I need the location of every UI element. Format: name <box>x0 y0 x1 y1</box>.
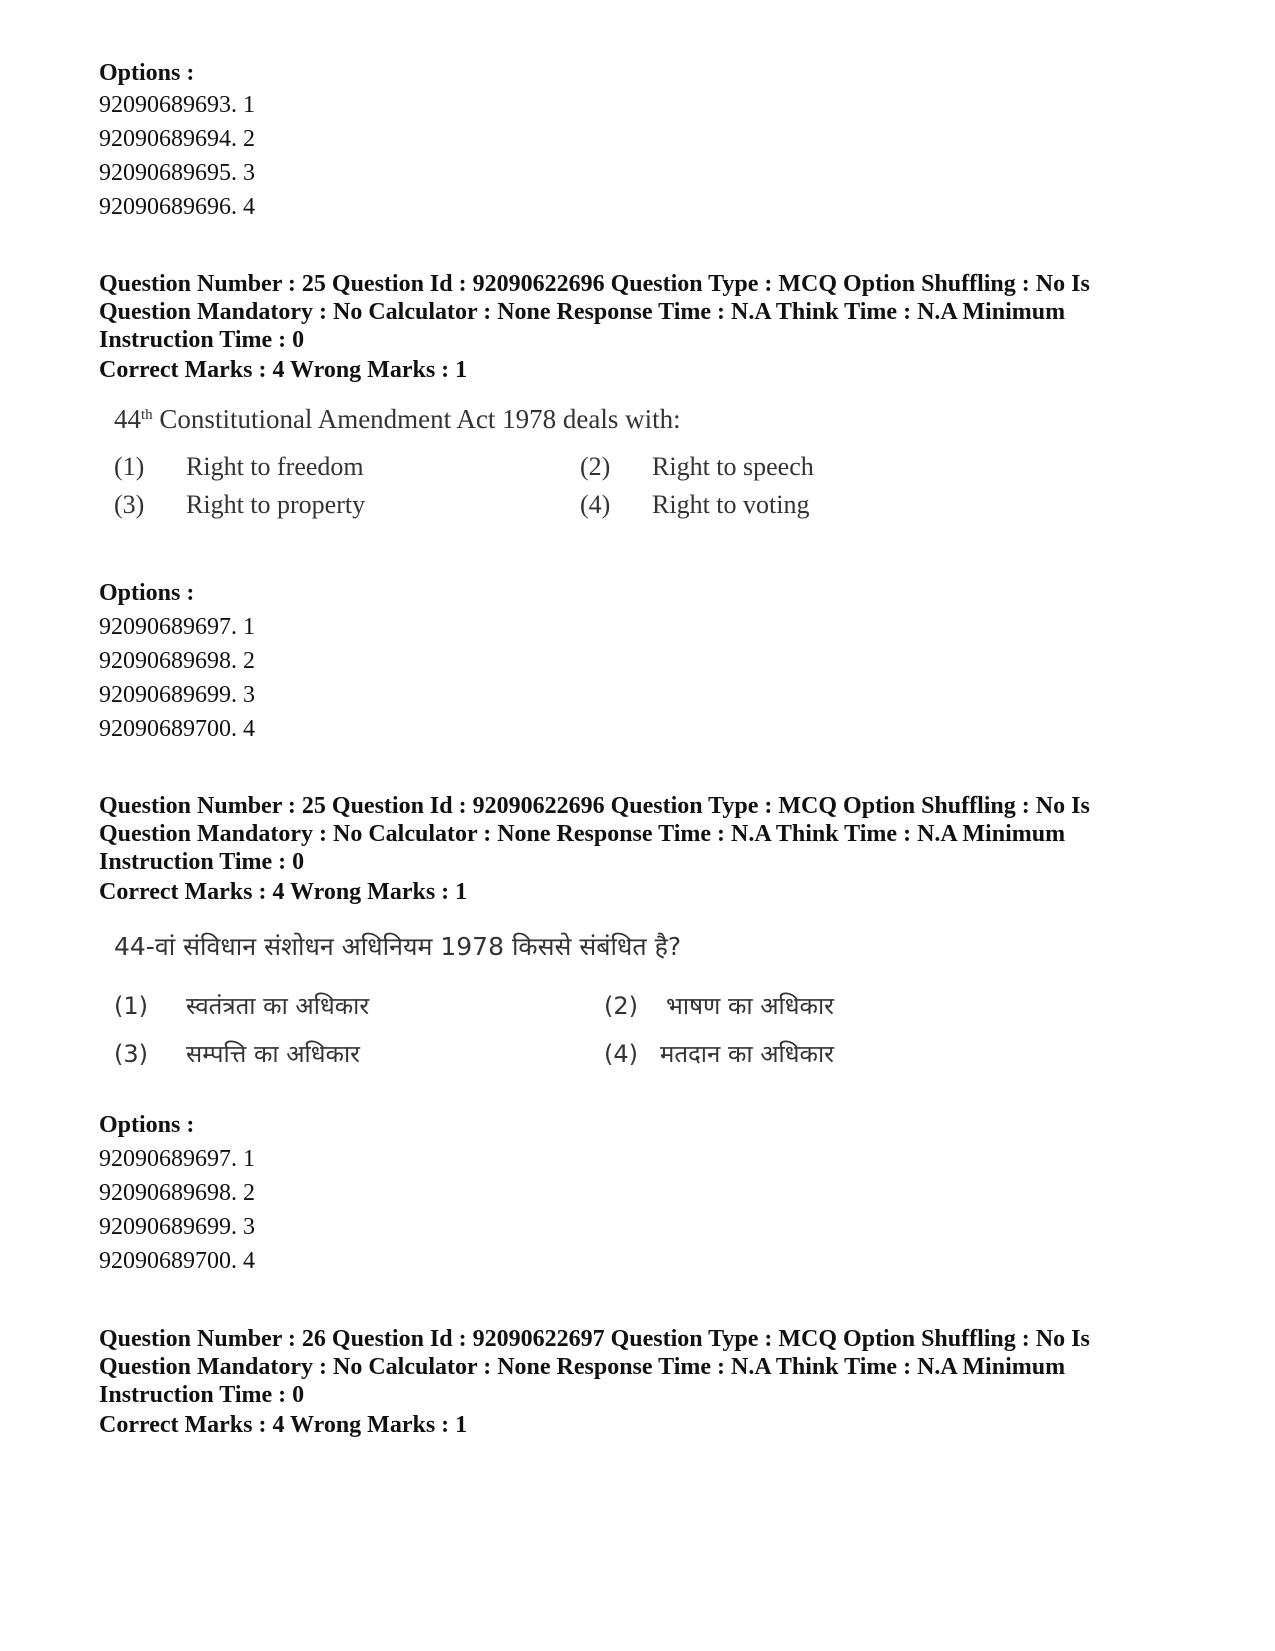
question-meta-line: Question Mandatory : No Calculator : None Response Time : N.A Think Time : N.A Minimum <box>99 1354 1066 1380</box>
choice-4 <box>580 490 809 520</box>
choice-3 <box>114 1037 360 1070</box>
question-image <box>114 929 874 1079</box>
option-line: 92090689696. 4 <box>99 194 255 220</box>
choice-number: (4) <box>580 490 611 519</box>
options-list <box>99 1142 255 1278</box>
choice-text: Right to freedom <box>186 452 364 481</box>
option-line: 92090689693. 1 <box>99 92 255 118</box>
choice-number: (3) <box>114 1040 148 1068</box>
question-meta-line: Instruction Time : 0 <box>99 1382 305 1408</box>
options-label: Options : <box>99 60 195 86</box>
choice-2 <box>604 989 834 1022</box>
choice-number: (3) <box>114 490 145 519</box>
options-label: Options : <box>99 580 195 606</box>
options-label: Options : <box>99 1112 195 1138</box>
choice-3 <box>114 490 365 520</box>
choice-number: (2) <box>604 992 638 1020</box>
choice-text: Right to property <box>186 490 366 519</box>
choice-2 <box>580 452 814 482</box>
question-stem <box>114 404 681 435</box>
marks-line: Correct Marks : 4 Wrong Marks : 1 <box>99 357 468 383</box>
question-meta <box>99 1325 1179 1409</box>
stem-superscript: th <box>141 407 153 423</box>
option-line: 92090689698. 2 <box>99 1180 255 1206</box>
choice-1 <box>114 452 364 482</box>
option-line: 92090689698. 2 <box>99 648 255 674</box>
choice-number: (2) <box>580 452 611 481</box>
question-meta-line: Question Number : 26 Question Id : 92090622697 Question Type : MCQ Option Shuffling : No Is <box>99 1326 1090 1352</box>
option-line: 92090689694. 2 <box>99 126 255 152</box>
options-list <box>99 610 255 746</box>
choice-text: Right to voting <box>652 490 810 519</box>
question-image <box>114 404 914 524</box>
option-line: 92090689700. 4 <box>99 1248 255 1274</box>
stem-number: 44 <box>114 404 141 434</box>
choice-number: (1) <box>114 992 148 1020</box>
choice-text: Right to speech <box>652 452 814 481</box>
choice-4 <box>604 1037 834 1070</box>
question-meta-line: Instruction Time : 0 <box>99 327 305 353</box>
option-line: 92090689699. 3 <box>99 1214 255 1240</box>
option-line: 92090689695. 3 <box>99 160 255 186</box>
question-meta-line: Instruction Time : 0 <box>99 849 305 875</box>
question-meta <box>99 270 1179 354</box>
question-meta <box>99 792 1179 876</box>
stem-text: Constitutional Amendment Act 1978 deals with: <box>152 404 681 434</box>
options-list <box>99 88 255 224</box>
choice-text: स्वतंत्रता का अधिकार <box>186 992 370 1020</box>
marks-line: Correct Marks : 4 Wrong Marks : 1 <box>99 879 468 905</box>
option-line: 92090689697. 1 <box>99 1146 255 1172</box>
question-meta-line: Question Number : 25 Question Id : 92090622696 Question Type : MCQ Option Shuffling : No Is <box>99 793 1090 819</box>
question-stem: 44-वां संविधान संशोधन अधिनियम 1978 किससे संबंधित है? <box>114 932 682 961</box>
choice-1 <box>114 989 369 1022</box>
option-line: 92090689697. 1 <box>99 614 255 640</box>
choice-text: भाषण का अधिकार <box>666 992 834 1020</box>
option-line: 92090689700. 4 <box>99 716 255 742</box>
question-meta-line: Question Mandatory : No Calculator : None Response Time : N.A Think Time : N.A Minimum <box>99 299 1066 325</box>
choice-number: (1) <box>114 452 145 481</box>
choice-text: मतदान का अधिकार <box>660 1040 834 1068</box>
option-line: 92090689699. 3 <box>99 682 255 708</box>
choice-text: सम्पत्ति का अधिकार <box>186 1040 360 1068</box>
question-meta-line: Question Mandatory : No Calculator : None Response Time : N.A Think Time : N.A Minimum <box>99 821 1066 847</box>
choice-number: (4) <box>604 1040 638 1068</box>
marks-line: Correct Marks : 4 Wrong Marks : 1 <box>99 1412 468 1438</box>
question-meta-line: Question Number : 25 Question Id : 92090622696 Question Type : MCQ Option Shuffling : No Is <box>99 271 1090 297</box>
